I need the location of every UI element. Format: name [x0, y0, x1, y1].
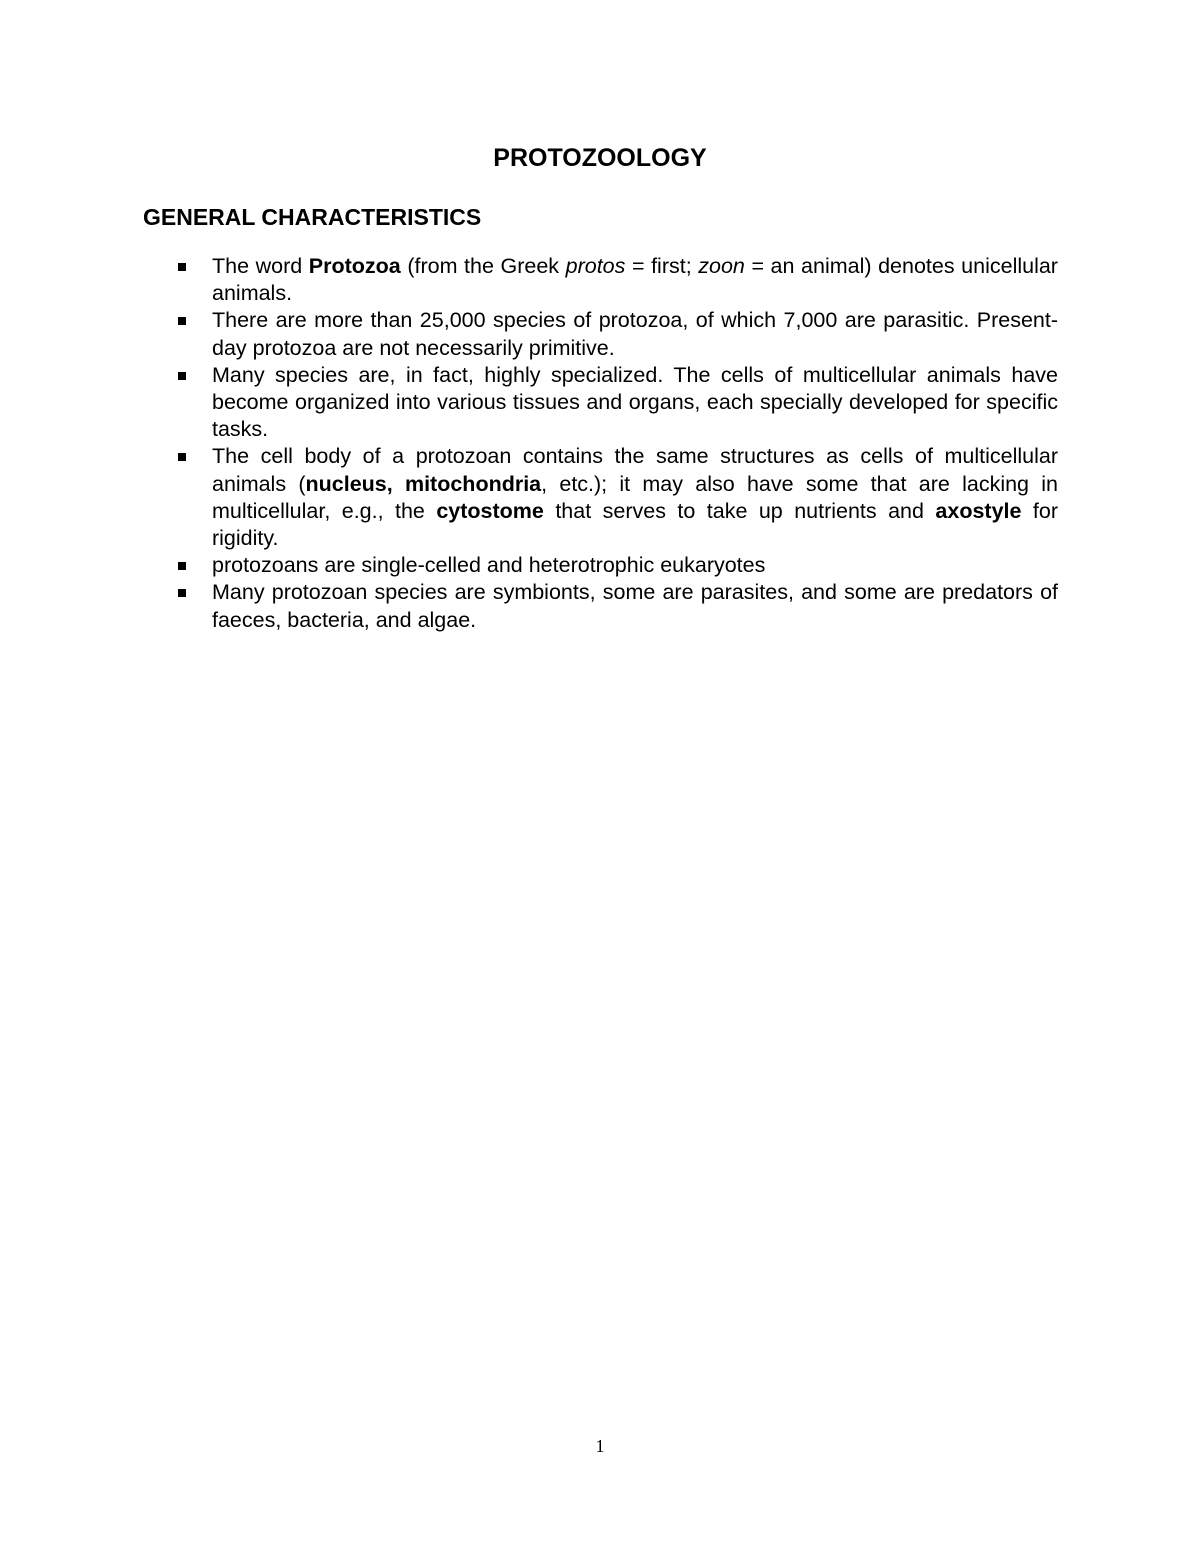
square-bullet-icon	[178, 589, 186, 597]
square-bullet-icon	[178, 372, 186, 380]
list-item	[176, 443, 1058, 552]
list-item	[176, 307, 1058, 361]
square-bullet-icon	[178, 263, 186, 271]
text-run: that serves to take up nutrients and	[543, 498, 936, 523]
italic-term: protos	[565, 254, 626, 278]
characteristics-list	[176, 253, 1058, 634]
square-bullet-icon	[178, 562, 186, 570]
bold-term: nucleus, mitochondria	[305, 471, 542, 496]
text-run: Many species are, in fact, highly specialized. The cells of multicellular animals have become organized into various tissues and organs, each specially developed for specific tasks.	[212, 362, 1058, 442]
text-run: There are more than 25,000 species of protozoa, of which 7,000 are parasitic. Present-day protozoa are not necessarily primitive.	[212, 308, 1058, 360]
list-item-text	[212, 553, 765, 577]
text-run: for rigidity.	[212, 498, 1058, 551]
bold-term: axostyle	[935, 498, 1022, 523]
list-item-text	[212, 363, 1058, 441]
list-item	[176, 579, 1058, 633]
square-bullet-icon	[178, 453, 186, 461]
text-run: , etc.); it may also have some that are lacking in multicellular, e.g., the	[212, 471, 1058, 523]
list-item	[176, 362, 1058, 444]
text-run: The cell body of a protozoan contains the same structures as cells of multicellular animals (	[212, 444, 1058, 496]
list-item-text	[212, 444, 1058, 550]
list-item	[176, 253, 1058, 307]
section-heading: GENERAL CHARACTERISTICS	[143, 204, 482, 230]
list-item-text	[212, 580, 1058, 631]
text-run: = an animal) denotes unicellular animals.	[212, 254, 1058, 306]
text-run: = first;	[625, 254, 699, 278]
text-run: protozoans are single-celled and heterotrophic eukaryotes	[212, 553, 766, 578]
list-item-text	[212, 254, 1058, 305]
document-title: PROTOZOOLOGY	[493, 144, 707, 172]
text-run: The word	[212, 254, 309, 278]
page-number: 1	[595, 1436, 605, 1456]
list-item-text	[212, 308, 1058, 359]
list-item	[176, 552, 1058, 579]
bold-term: Protozoa	[308, 254, 401, 278]
italic-term: zoon	[698, 254, 745, 278]
text-run: (from the Greek	[400, 254, 566, 278]
bold-term: cytostome	[436, 498, 544, 523]
text-run: Many protozoan species are symbionts, some are parasites, and some are predators of faeces, bacteria, and algae.	[212, 580, 1058, 632]
square-bullet-icon	[178, 317, 186, 325]
